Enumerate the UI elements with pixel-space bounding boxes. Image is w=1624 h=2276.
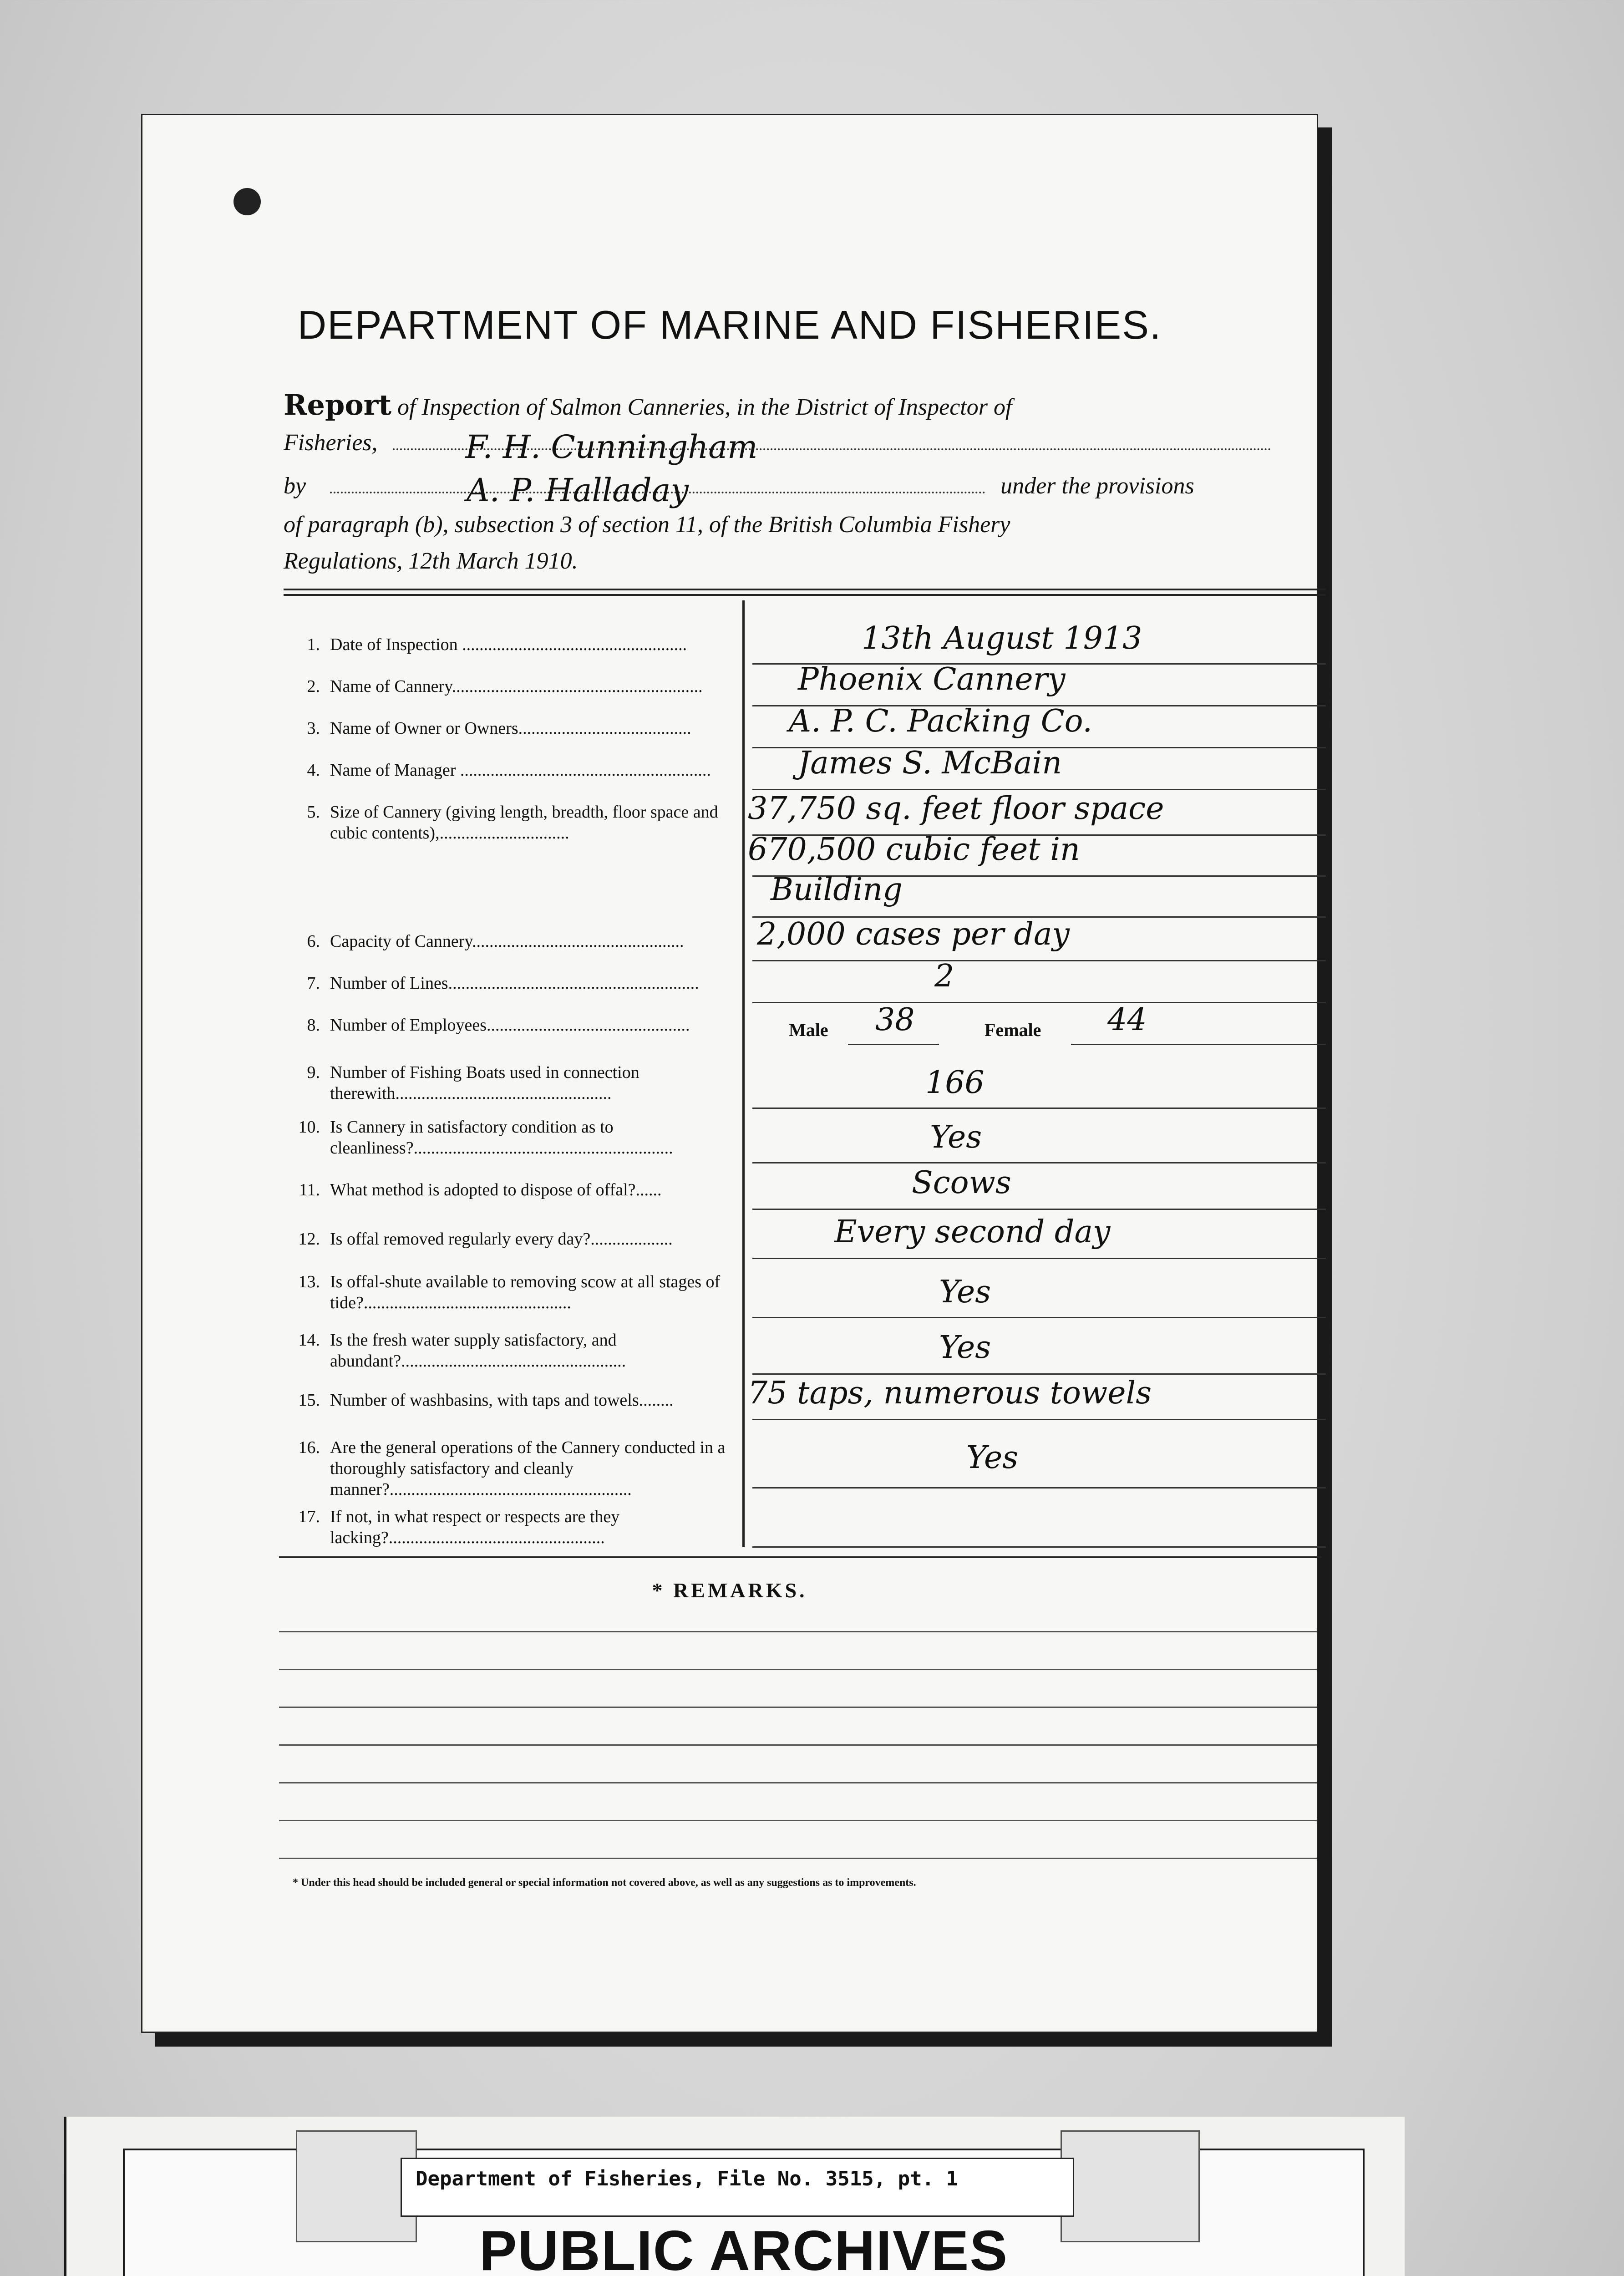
male-label: Male bbox=[789, 1020, 828, 1040]
answer-11: Scows bbox=[912, 1165, 1011, 1201]
punch-hole bbox=[233, 188, 261, 215]
remarks-line bbox=[279, 1820, 1317, 1821]
answer-6: 2,000 cases per day bbox=[757, 916, 1070, 952]
inspector-name: F. H. Cunningham bbox=[465, 428, 758, 466]
remarks-line bbox=[279, 1707, 1317, 1708]
answer-line-9 bbox=[752, 1106, 1326, 1109]
header-double-rule bbox=[284, 589, 1326, 596]
answer-5c: Building bbox=[771, 872, 903, 908]
column-divider bbox=[742, 600, 745, 1547]
remarks-line bbox=[279, 1744, 1317, 1746]
answer-15: 75 taps, numerous towels bbox=[748, 1375, 1152, 1411]
answer-12: Every second day bbox=[834, 1214, 1111, 1250]
answer-4: James S. McBain bbox=[798, 745, 1062, 781]
remarks-line bbox=[279, 1782, 1317, 1783]
tape-piece-left bbox=[296, 2130, 417, 2242]
answer-9: 166 bbox=[925, 1065, 985, 1101]
answer-3: A. P. C. Packing Co. bbox=[789, 703, 1092, 739]
tape-piece-right bbox=[1061, 2130, 1200, 2242]
intro-fisheries-label: Fisheries, bbox=[284, 430, 378, 456]
answer-line-10 bbox=[752, 1160, 1326, 1163]
answer-line-7 bbox=[752, 1000, 1326, 1003]
female-label: Female bbox=[985, 1020, 1041, 1040]
answer-1: 13th August 1913 bbox=[862, 620, 1142, 656]
male-count: 38 bbox=[875, 1002, 915, 1038]
by-name-line bbox=[330, 472, 985, 509]
intro-line-4: of paragraph (b), subsection 3 of section 11, of the British Columbia Fishery bbox=[284, 512, 1010, 538]
remarks-line bbox=[279, 1631, 1317, 1632]
answer-line-6 bbox=[752, 958, 1326, 961]
intro-line-1 bbox=[284, 388, 1326, 422]
intro-line-3 bbox=[284, 472, 1326, 509]
answer-line-16 bbox=[752, 1485, 1326, 1489]
intro-provisions: under the provisions bbox=[1000, 473, 1194, 499]
remarks-title: * REMARKS. bbox=[652, 1579, 807, 1602]
answer-16: Yes bbox=[966, 1440, 1019, 1476]
answer-line-15 bbox=[752, 1417, 1326, 1420]
intro-line-2 bbox=[284, 428, 1326, 466]
questions-bottom-rule bbox=[279, 1556, 1321, 1558]
answer-5a: 37,750 sq. feet floor space bbox=[748, 791, 1164, 827]
answer-line-14 bbox=[752, 1372, 1326, 1375]
answer-line-12 bbox=[752, 1256, 1326, 1259]
female-count: 44 bbox=[1107, 1002, 1147, 1038]
answer-line-13 bbox=[752, 1315, 1326, 1318]
intro-text-1: of Inspection of Salmon Canneries, in the District of Inspector of bbox=[397, 394, 1012, 420]
answer-line-17 bbox=[752, 1544, 1326, 1548]
intro-line-5: Regulations, 12th March 1910. bbox=[284, 548, 578, 574]
male-line bbox=[848, 1042, 939, 1045]
answer-2: Phoenix Cannery bbox=[798, 661, 1066, 697]
inspector-name-line bbox=[393, 428, 1271, 466]
answer-14: Yes bbox=[939, 1330, 991, 1366]
answer-13: Yes bbox=[939, 1274, 991, 1310]
answer-7: 2 bbox=[934, 958, 954, 994]
remarks-footnote: * Under this head should be included general or special information not covered above, as well as any suggestions as to improvements. bbox=[293, 1877, 916, 1889]
by-name: A. P. Halladay bbox=[467, 472, 689, 509]
remarks-line bbox=[279, 1669, 1317, 1670]
report-word: Report bbox=[284, 388, 391, 422]
department-title: DEPARTMENT OF MARINE AND FISHERIES. bbox=[297, 302, 1162, 347]
remarks-line bbox=[279, 1858, 1317, 1859]
archive-line-1: PUBLIC ARCHIVES bbox=[479, 2220, 1009, 2276]
report-form-sheet: DEPARTMENT OF MARINE AND FISHERIES. Report of Inspection of Salmon Canneries, in the District of Inspector of Fisheries, F. H. Cunningham by A. P. Halladay under the provisions of paragraph (b), subsection 3 of section 11, of the British Columbia Fishery Regulations, 12th March 1910. 1. Date of Inspection .................................................... 13th August 1913 2. Name of Cannery.......................................................... Phoenix Cannery 3. Name of Owner or Owners........................................ A. P. C. Packing Co. 4. Name of Manager .......................................................... James S. McBain 5. Size of Cannery (giving length, breadth, floor space and cubic contents),.............................. 37,750 sq. feet floor space 670,500 cubic feet in Building 6. Capacity of Cannery................................................. 2,000 cases per day 7. Number of Lines.......................................................... 2 8. Number of Employees............................................... Male 38 Female 44 9. Number of Fishing Boats used in connection therewith.................................................. 166 10. Is Cannery in satisfactory condition as to cleanliness?............................................................ Yes 11. What method is adopted to dispose of offal?...... Scows 12. Is offal removed regularly every day?................... Every second day 13. Is offal-shute available to removing scow at all stages of tide?................................................ Yes 14. Is the fresh water supply satisfactory, and abundant?.................................................... Yes 15. Number of washbasins, with taps and towels........ 75 taps, numerous towels 16. Are the general operations of the Cannery conducted in a thoroughly satisfactory and cleanly manner?........................................................ Yes 17. If not, in what respect or respects are they lacking?.................................................. * REMARKS. * Under this head should be included general or special information not covered above, as well as any suggestions as to improvements. bbox=[141, 114, 1318, 2033]
answer-line-11 bbox=[752, 1207, 1326, 1210]
answer-5b: 670,500 cubic feet in bbox=[748, 832, 1080, 868]
intro-by-label: by bbox=[284, 473, 306, 499]
female-line bbox=[1071, 1042, 1326, 1045]
answer-10: Yes bbox=[930, 1119, 982, 1155]
file-reference-strip: Department of Fisheries, File No. 3515, pt. 1 bbox=[401, 2158, 1074, 2217]
answer-line-4 bbox=[752, 787, 1326, 790]
